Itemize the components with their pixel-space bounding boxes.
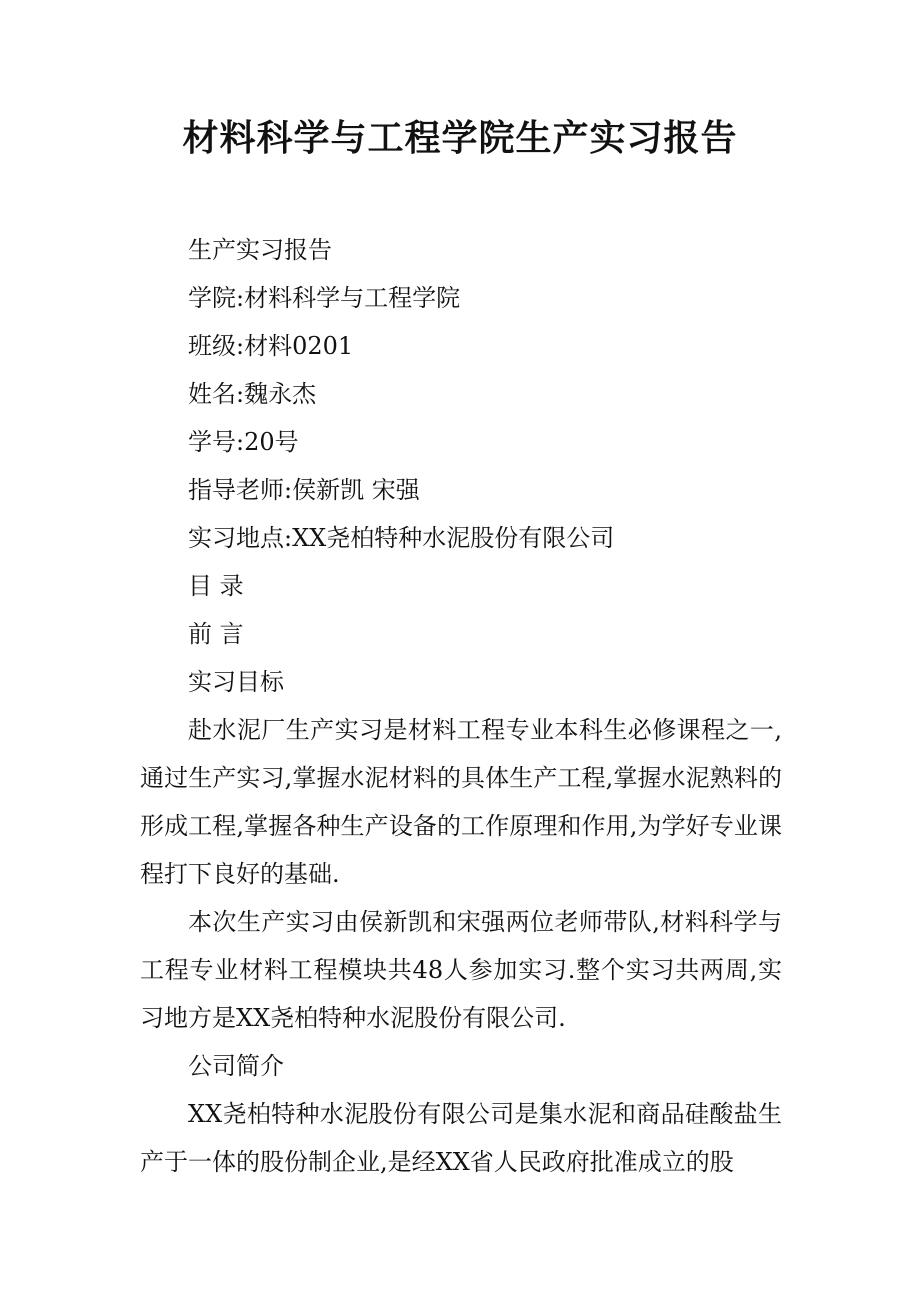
name-line: 姓名:魏永杰 (188, 380, 317, 408)
student-id-line: 学号:20号 (188, 428, 299, 456)
toc-heading: 目 录 (188, 572, 244, 600)
advisor-line: 指导老师:侯新凯 宋强 (188, 476, 420, 504)
report-label: 生产实习报告 (188, 236, 332, 264)
location-line: 实习地点:XX尧柏特种水泥股份有限公司 (188, 524, 615, 552)
team-paragraph: 本次生产实习由侯新凯和宋强两位老师带队,材料科学与工程专业材料工程模块共48人参加实习.整个实习共两周,实习地方是XX尧柏特种水泥股份有限公司. (140, 908, 782, 1032)
class-line: 班级:材料0201 (188, 332, 354, 360)
preface-heading: 前 言 (188, 620, 244, 648)
company-paragraph: XX尧柏特种水泥股份有限公司是集水泥和商品硅酸盐生产于一体的股份制企业,是经XX省人民政府批准成立的股 (140, 1100, 782, 1176)
company-heading: 公司简介 (188, 1052, 284, 1080)
document-title: 材料科学与工程学院生产实习报告 (182, 117, 738, 159)
goal-heading: 实习目标 (188, 668, 284, 696)
document-body (140, 226, 782, 1186)
goal-paragraph: 赴水泥厂生产实习是材料工程专业本科生必修课程之一,通过生产实习,掌握水泥材料的具体生产工程,掌握水泥熟料的形成工程,掌握各种生产设备的工作原理和作用,为学好专业课程打下良好的基础. (140, 716, 782, 888)
college-line: 学院:材料科学与工程学院 (188, 284, 461, 312)
